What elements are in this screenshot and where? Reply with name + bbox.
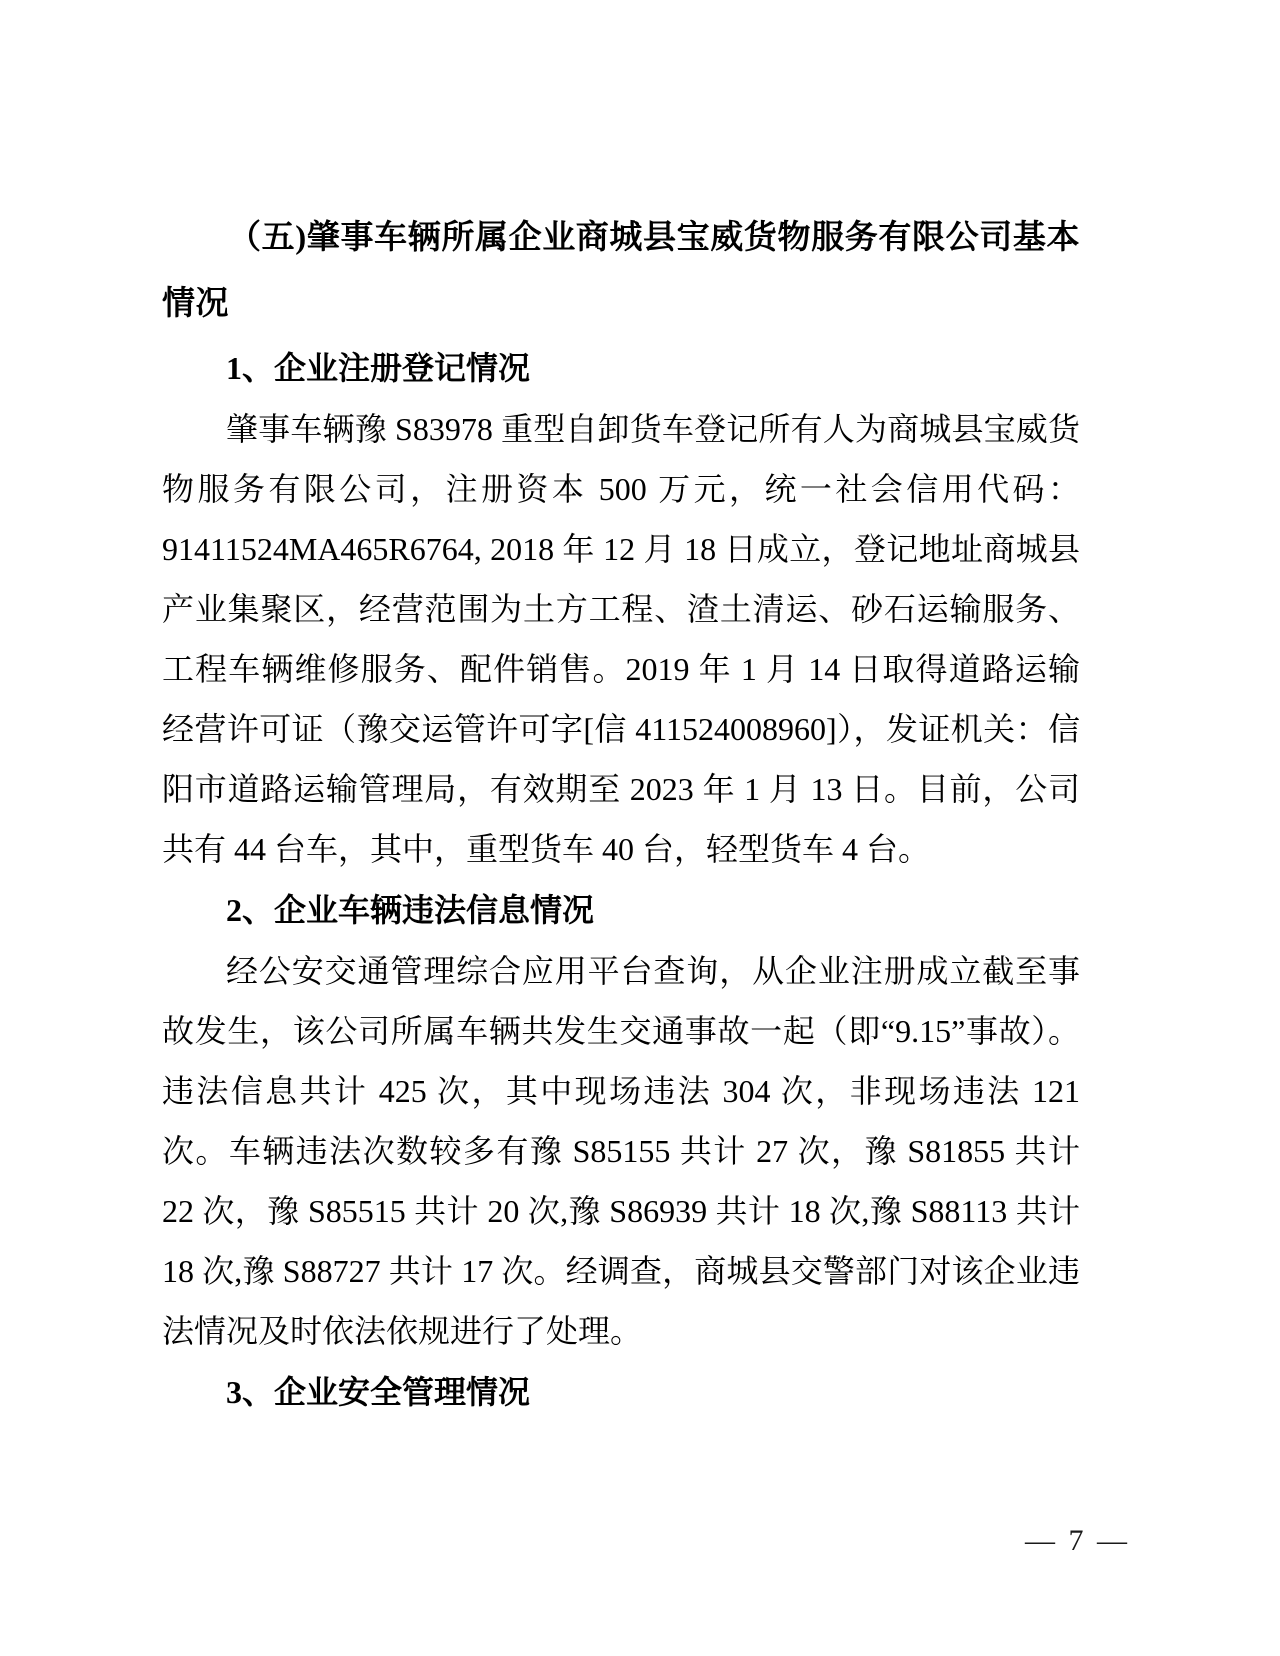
paragraph-registration: 肇事车辆豫 S83978 重型自卸货车登记所有人为商城县宝威货物服务有限公司，注册资本 500 万元，统一社会信用代码：91411524MA465R6764, 2018 年 12 月 18 日成立，登记地址商城县产业集聚区，经营范围为土方工程、渣土清运、砂石运输服务、工程车辆维修服务、配件销售。2019 年 1 月 14 日取得道路运输经营许可证（豫交运管许可字[信 411524008960]），发证机关：信阳市道路运输管理局，有效期至 2023 年 1 月 13 日。目前，公司共有 44 台车，其中，重型货车 40 台，轻型货车 4 台。 [162, 411, 1080, 867]
main-heading: （五)肇事车辆所属企业商城县宝威货物服务有限公司基本情况 [162, 220, 1080, 322]
subsection-heading-3: 3、企业安全管理情况 [226, 1374, 531, 1410]
subsection-heading-1: 1、企业注册登记情况 [226, 350, 531, 386]
subsection-heading-2: 2、企业车辆违法信息情况 [226, 892, 595, 928]
document-body [162, 205, 1080, 1423]
paragraph-violations: 经公安交通管理综合应用平台查询，从企业注册成立截至事故发生，该公司所属车辆共发生交通事故一起（即“9.15”事故）。违法信息共计 425 次，其中现场违法 304 次，非现场违法 121 次。车辆违法次数较多有豫 S85155 共计 27 次，豫 S81855 共计 22 次，豫 S85515 共计 20 次,豫 S86939 共计 18 次,豫 S88113 共计 18 次,豫 S88727 共计 17 次。经调查，商城县交警部门对该企业违法情况及时依法依规进行了处理。 [162, 953, 1080, 1349]
page-number: — 7 — [1025, 1524, 1130, 1557]
